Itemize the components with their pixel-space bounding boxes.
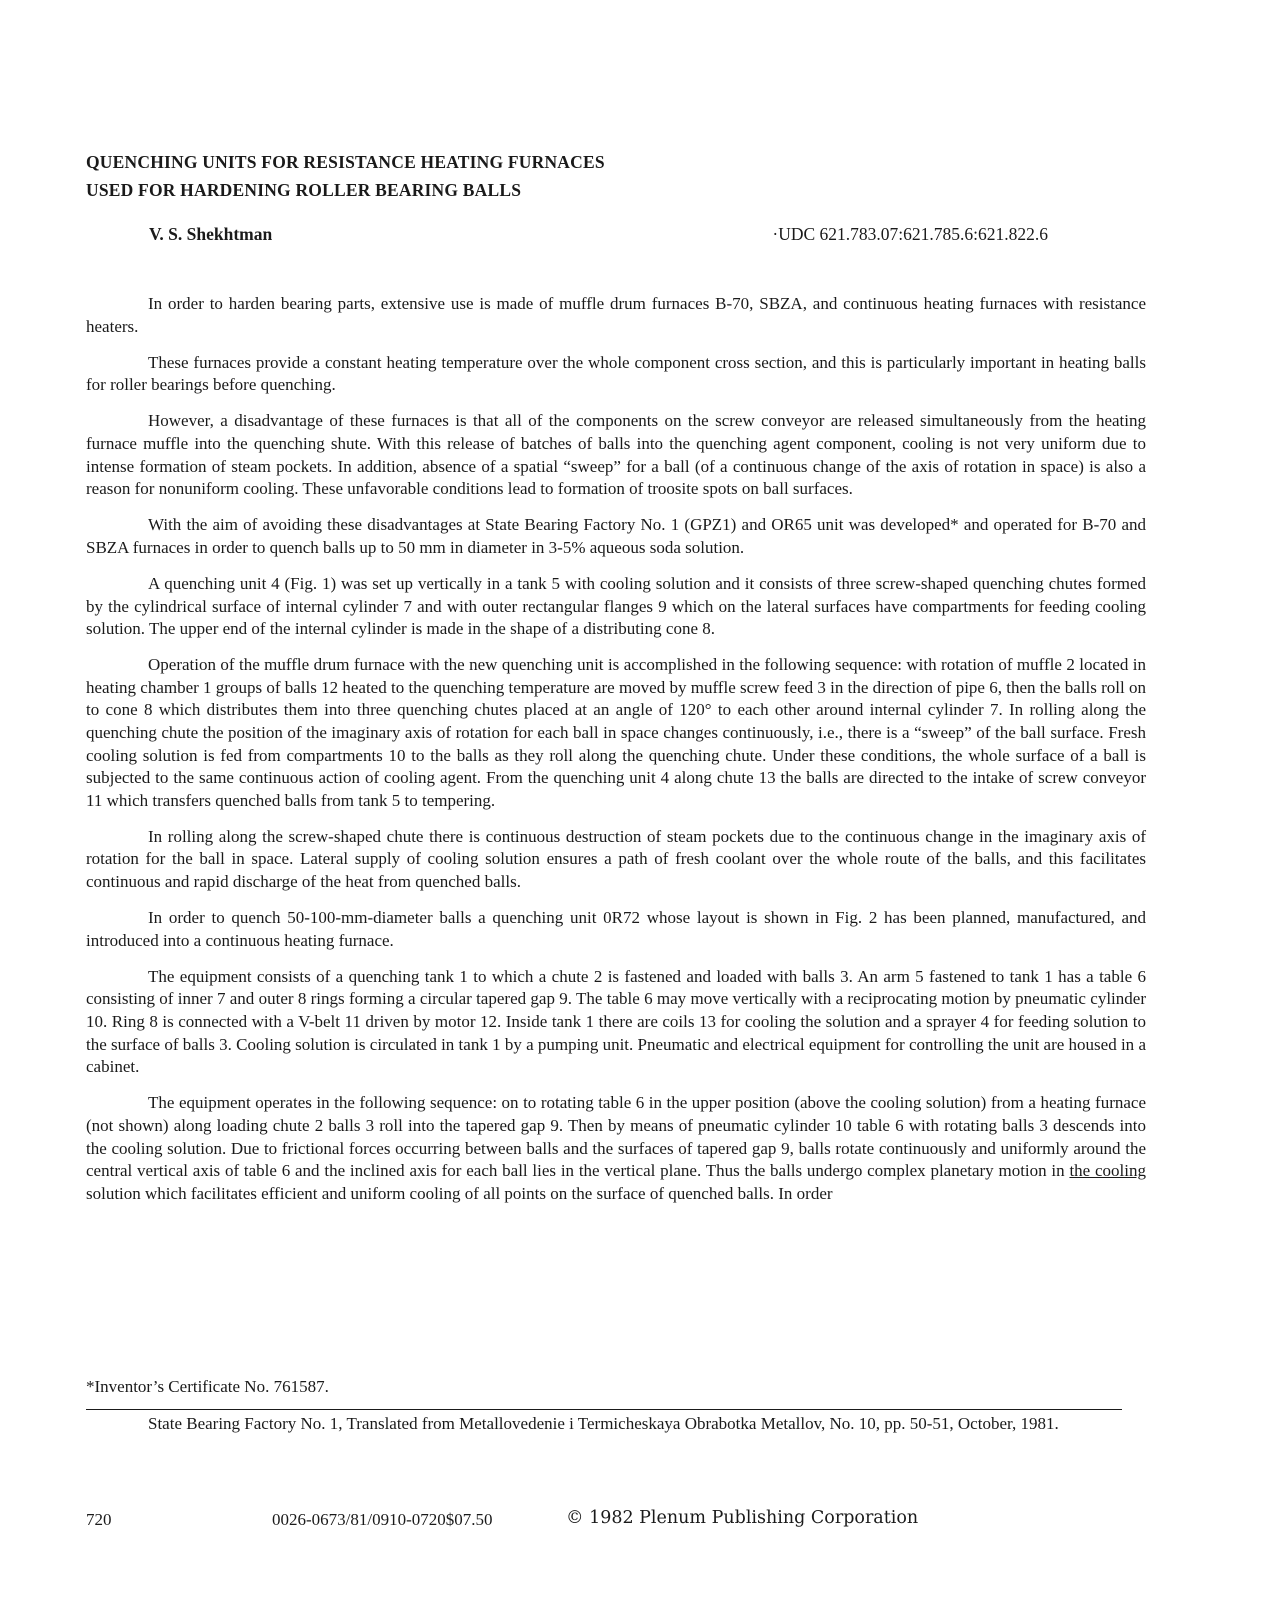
footnote-divider	[86, 1409, 1122, 1410]
paragraph-10-underlined: the cooling	[1069, 1161, 1146, 1181]
paragraph-1: In order to harden bearing parts, extensive use is made of muffle drum furnaces B-70, SBZA, and continuous heating furnaces with resistance heaters.	[86, 294, 1146, 336]
paragraph-10	[86, 1092, 1146, 1205]
paragraph-4: With the aim of avoiding these disadvantages at State Bearing Factory No. 1 (GPZ1) and OR65 unit was developed* and operated for B-70 and SBZA furnaces in order to quench balls up to 50 mm in diameter in 3-5% aqueous soda solution.	[86, 515, 1146, 557]
paragraph-7: In rolling along the screw-shaped chute there is continuous destruction of steam pockets due to the continuous change in the imaginary axis of rotation for the ball in space. Lateral supply of cooling solution ensures a path of fresh coolant over the whole route of the balls, and this facilitates continuous and rapid discharge of the heat from quenched balls.	[86, 826, 1146, 892]
article-body	[86, 293, 1146, 1205]
copyright-notice: © 1982 Plenum Publishing Corporation	[566, 1508, 919, 1528]
source-note	[86, 1413, 1146, 1436]
paragraph-2: These furnaces provide a constant heating temperature over the whole component cross section, and this is particularly important in heating balls for roller bearings before quenching.	[86, 352, 1146, 395]
paragraph-5: A quenching unit 4 (Fig. 1) was set up vertically in a tank 5 with cooling solution and it consists of three screw-shaped quenching chutes formed by the cylindrical surface of internal cylinder 7 and with outer rectangular flanges 9 which on the lateral surfaces have compartments for feeding cooling solution. The upper end of the internal cylinder is made in the shape of a distributing cone 8.	[86, 573, 1146, 639]
journal-code: 0026-0673/81/0910-0720$07.50	[272, 1510, 493, 1529]
paragraph-6: Operation of the muffle drum furnace with the new quenching unit is accomplished in the following sequence: with rotation of muffle 2 located in heating chamber 1 groups of balls 12 heated to the quenching temperature are moved by muffle screw feed 3 in the direction of pipe 6, then the balls roll on to cone 8 which distributes them into three quenching chutes placed at an angle of 120° to each other around internal cylinder 7. In rolling along the quenching chute the position of the imaginary axis of rotation for each ball in space changes continuously, i.e., there is a “sweep” of the ball surface. Fresh cooling solution is fed from compartments 10 to the balls as they roll along the quenching chute. Under these conditions, the whole surface of a ball is subjected to the same continuous action of cooling agent. From the quenching unit 4 along chute 13 the balls are directed to the intake of screw conveyor 11 which transfers quenched balls from tank 5 to tempering.	[86, 655, 1146, 810]
article-title	[86, 148, 1086, 204]
udc-code: ·UDC 621.783.07:621.785.6:621.822.6	[772, 224, 1048, 244]
author-name: V. S. Shekhtman	[149, 224, 273, 244]
title-line-2: USED FOR HARDENING ROLLER BEARING BALLS	[86, 180, 522, 200]
paragraph-10-part-a: The equipment operates in the following sequence: on to rotating table 6 in the upper position (above the cooling solution) from a heating furnace (not shown) along loading chute 2 balls 3 roll into the tapered gap 9. Then by means of pneumatic cylinder 10 table 6 with rotating balls 3 descends into the cooling solution. Due to frictional forces occurring between balls and the surfaces of tapered gap 9, balls rotate continuously and uniformly around the central vertical axis of table 6 and the inclined axis for each ball lies in the vertical plane. Thus the balls undergo complex planetary motion in	[86, 1093, 1146, 1181]
footnote: *Inventor’s Certificate No. 761587.	[86, 1377, 329, 1396]
paragraph-10-part-b: solution which facilitates efficient and uniform cooling of all points on the surface of quenched balls. In order	[86, 1183, 833, 1203]
paragraph-9: The equipment consists of a quenching tank 1 to which a chute 2 is fastened and loaded with balls 3. An arm 5 fastened to tank 1 has a table 6 consisting of inner 7 and outer 8 rings forming a circular tapered gap 9. The table 6 may move vertically with a reciprocating motion by pneumatic cylinder 10. Ring 8 is connected with a V-belt 11 driven by motor 12. Inside tank 1 there are coils 13 for cooling the solution and a sprayer 4 for feeding solution to the surface of balls 3. Cooling solution is circulated in tank 1 by a pumping unit. Pneumatic and electrical equipment for controlling the unit are housed in a cabinet.	[86, 966, 1146, 1077]
title-line-1: QUENCHING UNITS FOR RESISTANCE HEATING FURNACES	[86, 152, 605, 172]
paragraph-8: In order to quench 50-100-mm-diameter balls a quenching unit 0R72 whose layout is shown in Fig. 2 has been planned, manufactured, and introduced into a continuous heating furnace.	[86, 908, 1146, 950]
page-number: 720	[86, 1510, 112, 1529]
paragraph-3: However, a disadvantage of these furnaces is that all of the components on the screw conveyor are released simultaneously from the heating furnace muffle into the quenching shute. With this release of batches of balls into the quenching agent component, cooling is not very uniform due to intense formation of steam pockets. In addition, absence of a spatial “sweep” for a ball (of a continuous change of the axis of rotation in space) is also a reason for nonuniform cooling. These unfavorable conditions lead to formation of troosite spots on ball surfaces.	[86, 411, 1146, 499]
source-text: State Bearing Factory No. 1, Translated from Metallovedenie i Termicheskaya Obrabotka Metallov, No. 10, pp. 50-51, October, 1981.	[148, 1414, 1059, 1433]
